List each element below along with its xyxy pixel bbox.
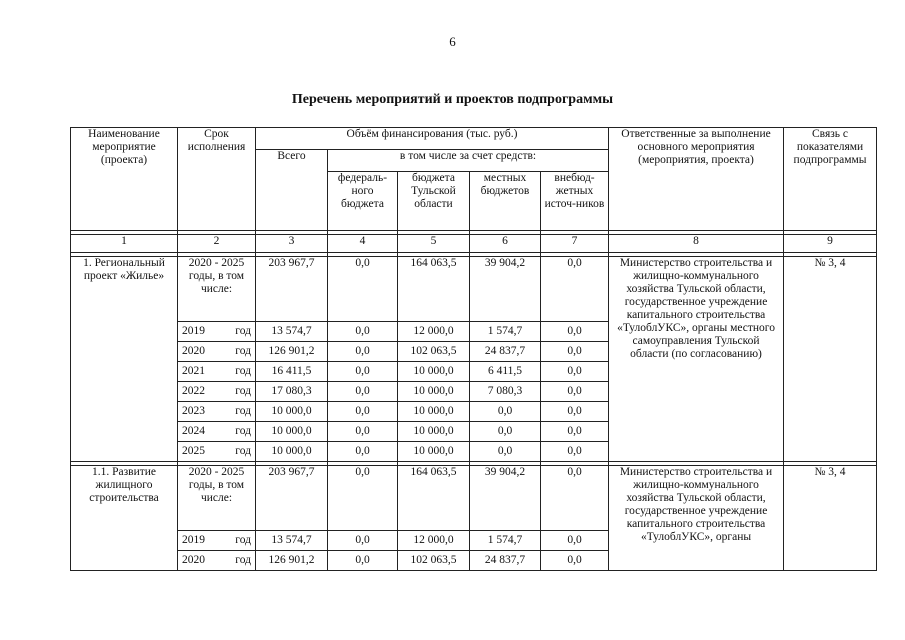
header-local: местных бюджетов: [470, 172, 541, 231]
document-title: Перечень мероприятий и проектов подпрограммы: [291, 92, 614, 107]
header-responsible: Ответственные за выполнение основного мероприятия (мероприятия, проекта): [609, 128, 784, 231]
local-value: 39 904,2: [470, 466, 541, 531]
offbudget-value: 0,0: [541, 322, 609, 342]
header-offbudget: внебюд-жетных источ-ников: [541, 172, 609, 231]
federal-value: 0,0: [328, 362, 398, 382]
activity-name: 1.1. Развитие жилищного строительства: [71, 466, 178, 571]
offbudget-value: 0,0: [541, 466, 609, 531]
column-number: 9: [784, 235, 877, 253]
offbudget-value: 0,0: [541, 362, 609, 382]
offbudget-value: 0,0: [541, 422, 609, 442]
regional-value: 12 000,0: [398, 322, 470, 342]
year-label: 2025: [182, 445, 205, 457]
local-value: 6 411,5: [470, 362, 541, 382]
regional-value: 12 000,0: [398, 531, 470, 551]
local-value: 39 904,2: [470, 257, 541, 322]
year-label: 2019: [182, 534, 205, 546]
total-value: 10 000,0: [256, 422, 328, 442]
total-value: 126 901,2: [256, 342, 328, 362]
page-number: 6: [449, 34, 456, 49]
activity-name: 1. Региональный проект «Жилье»: [71, 257, 178, 462]
total-value: 13 574,7: [256, 322, 328, 342]
year-label: 2020: [182, 554, 205, 566]
offbudget-value: 0,0: [541, 531, 609, 551]
header-funding: Объём финансирования (тыс. руб.): [256, 128, 609, 150]
column-number: 3: [256, 235, 328, 253]
responsible-text: Министерство строительства и жилищно-коммунального хозяйства Тульской области, государственное учреждение капитального строительства «ТулоблУКС», органы: [609, 466, 784, 571]
year-unit: год: [235, 445, 251, 457]
local-value: 1 574,7: [470, 531, 541, 551]
regional-value: 10 000,0: [398, 442, 470, 462]
federal-value: 0,0: [328, 382, 398, 402]
year-label: 2024: [182, 425, 205, 437]
total-value: 16 411,5: [256, 362, 328, 382]
indicator-link: № 3, 4: [784, 466, 877, 571]
regional-value: 10 000,0: [398, 422, 470, 442]
regional-value: 10 000,0: [398, 402, 470, 422]
total-value: 13 574,7: [256, 531, 328, 551]
federal-value: 0,0: [328, 402, 398, 422]
year-unit: год: [235, 425, 251, 437]
year-unit: год: [235, 534, 251, 546]
federal-value: 0,0: [328, 422, 398, 442]
federal-value: 0,0: [328, 342, 398, 362]
year-label: 2023: [182, 405, 205, 417]
local-value: 7 080,3: [470, 382, 541, 402]
year-unit: год: [235, 365, 251, 377]
federal-value: 0,0: [328, 466, 398, 531]
year-label: 2021: [182, 365, 205, 377]
year-unit: год: [235, 325, 251, 337]
offbudget-value: 0,0: [541, 551, 609, 571]
offbudget-value: 0,0: [541, 382, 609, 402]
year-label: 2019: [182, 325, 205, 337]
header-including: в том числе за счет средств:: [328, 150, 609, 172]
period-range: 2020 - 2025 годы, в том числе:: [178, 257, 256, 322]
offbudget-value: 0,0: [541, 342, 609, 362]
offbudget-value: 0,0: [541, 257, 609, 322]
year-unit: год: [235, 345, 251, 357]
year-period: [178, 531, 256, 551]
header-name: Наименование мероприятие (проекта): [71, 128, 178, 231]
federal-value: 0,0: [328, 442, 398, 462]
column-number: 1: [71, 235, 178, 253]
year-label: 2020: [182, 345, 205, 357]
activities-table: [70, 127, 877, 571]
offbudget-value: 0,0: [541, 402, 609, 422]
federal-value: 0,0: [328, 551, 398, 571]
year-period: [178, 382, 256, 402]
total-value: 10 000,0: [256, 442, 328, 462]
column-number: 7: [541, 235, 609, 253]
local-value: 1 574,7: [470, 322, 541, 342]
regional-value: 164 063,5: [398, 466, 470, 531]
regional-value: 102 063,5: [398, 342, 470, 362]
period-range: 2020 - 2025 годы, в том числе:: [178, 466, 256, 531]
federal-value: 0,0: [328, 322, 398, 342]
local-value: 0,0: [470, 402, 541, 422]
indicator-link: № 3, 4: [784, 257, 877, 462]
year-unit: год: [235, 554, 251, 566]
total-value: 203 967,7: [256, 257, 328, 322]
total-value: 10 000,0: [256, 402, 328, 422]
local-value: 24 837,7: [470, 551, 541, 571]
regional-value: 10 000,0: [398, 362, 470, 382]
local-value: 24 837,7: [470, 342, 541, 362]
header-regional: бюджета Тульской области: [398, 172, 470, 231]
total-value: 203 967,7: [256, 466, 328, 531]
regional-value: 10 000,0: [398, 382, 470, 402]
responsible-text: Министерство строительства и жилищно-коммунального хозяйства Тульской области, государственное учреждение капитального строительства «ТулоблУКС», органы местного самоуправления Тульской области (по согласованию): [609, 257, 784, 462]
column-number: 2: [178, 235, 256, 253]
year-unit: год: [235, 385, 251, 397]
header-link: Связь с показателями подпрограммы: [784, 128, 877, 231]
total-value: 126 901,2: [256, 551, 328, 571]
header-total: Всего: [256, 150, 328, 231]
header-federal: федераль-ного бюджета: [328, 172, 398, 231]
table-row: [71, 466, 877, 531]
column-number: 5: [398, 235, 470, 253]
year-period: [178, 442, 256, 462]
header-period: Срок исполнения: [178, 128, 256, 231]
total-value: 17 080,3: [256, 382, 328, 402]
local-value: 0,0: [470, 442, 541, 462]
federal-value: 0,0: [328, 531, 398, 551]
regional-value: 164 063,5: [398, 257, 470, 322]
column-number: 4: [328, 235, 398, 253]
year-period: [178, 551, 256, 571]
year-unit: год: [235, 405, 251, 417]
local-value: 0,0: [470, 422, 541, 442]
regional-value: 102 063,5: [398, 551, 470, 571]
year-period: [178, 402, 256, 422]
year-period: [178, 362, 256, 382]
year-period: [178, 342, 256, 362]
year-period: [178, 422, 256, 442]
year-period: [178, 322, 256, 342]
year-label: 2022: [182, 385, 205, 397]
column-number: 6: [470, 235, 541, 253]
federal-value: 0,0: [328, 257, 398, 322]
column-number: 8: [609, 235, 784, 253]
offbudget-value: 0,0: [541, 442, 609, 462]
table-row: [71, 257, 877, 322]
